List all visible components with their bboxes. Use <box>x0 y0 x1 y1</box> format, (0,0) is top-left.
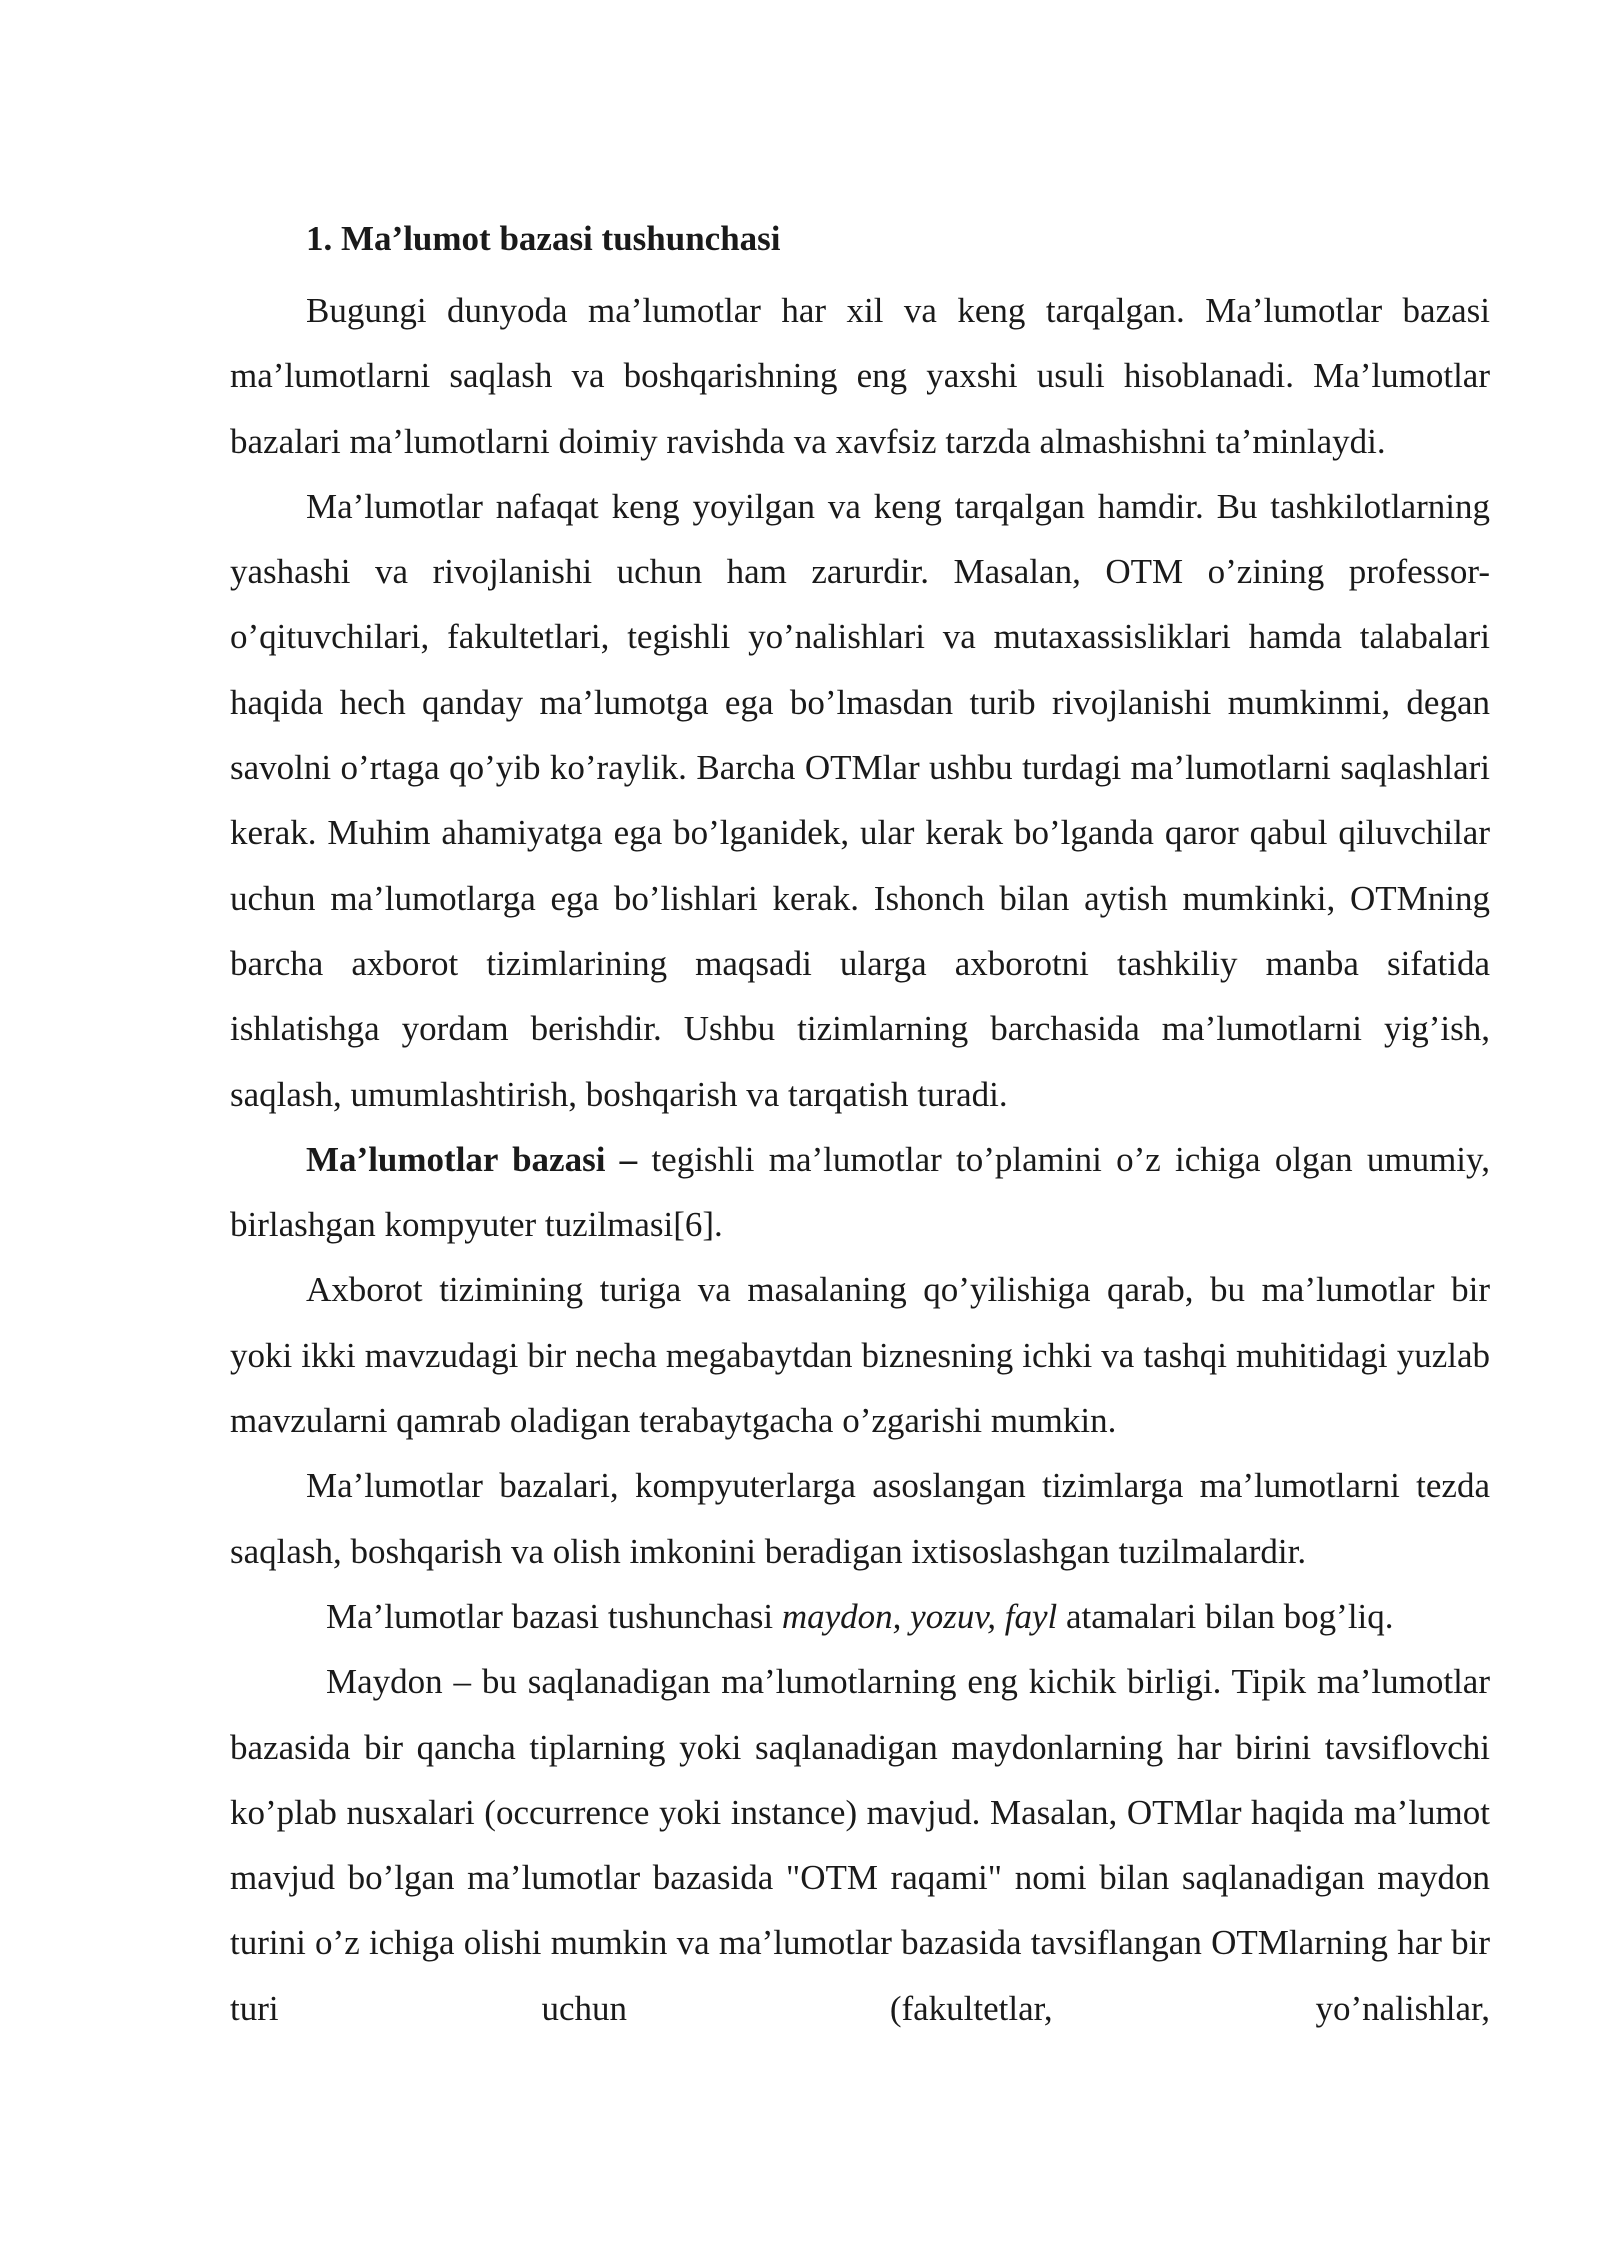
paragraph-6-end: atamalari bilan bog’liq. <box>1057 1596 1394 1636</box>
definition-term: Ma’lumotlar bazasi – <box>306 1139 638 1179</box>
paragraph-5: Ma’lumotlar bazalari, kompyuterlarga asoslangan tizimlarga ma’lumotlarni tezda saqlash, boshqarish va olish imkonini beradigan ixtisoslashgan tuzilmalardir. <box>230 1466 1490 1571</box>
paragraph-6-terms: maydon, yozuv, fayl <box>781 1596 1058 1636</box>
paragraph-7: Maydon – bu saqlanadigan ma’lumotlarning eng kichik birligi. Tipik ma’lumotlar bazasida bir qancha tiplarning yoki saqlanadigan maydonlarning har birini tavsiflovchi ko’plab nusxalari (occurrence yoki instance) mavjud. Masalan, OTMlar haqida ma’lumot mavjud bo’lgan ma’lumotlar bazasida "OTM raqami" nomi bilan saqlanadigan maydon turini o’z ichiga olishi mumkin va ma’lumotlar bazasida tavsiflangan OTMlarning har bir turi uchun (fakultetlar, yo’nalishlar, <box>230 1662 1490 2028</box>
paragraph-6-start: Ma’lumotlar bazasi tushunchasi <box>326 1596 782 1636</box>
paragraph-1: Bugungi dunyoda ma’lumotlar har xil va keng tarqalgan. Ma’lumotlar bazasi ma’lumotlarni saqlash va boshqarishning eng yaxshi usuli hisoblanadi. Ma’lumotlar bazalari ma’lumotlarni doimiy ravishda va xavfsiz tarzda almashishni ta’minlaydi. <box>230 291 1490 461</box>
paragraph-3 <box>230 1127 1490 1258</box>
paragraph-4: Axborot tizimining turiga va masalaning qo’yilishiga qarab, bu ma’lumotlar bir yoki ikki mavzudagi bir necha megabaytdan biznesning ichki va tashqi muhitidagi yuzlab mavzularni qamrab oladigan terabaytgacha o’zgarishi mumkin. <box>230 1270 1490 1441</box>
section-heading: 1. Ma’lumot bazasi tushunchasi <box>306 219 781 258</box>
definition-text: tegishli ma’lumotlar to’plamini o’z ichiga olgan umumiy, birlashgan kompyuter tuzilmasi[6]. <box>230 1139 1490 1245</box>
paragraph-2: Ma’lumotlar nafaqat keng yoyilgan va keng tarqalgan hamdir. Bu tashkilotlarning yashashi va rivojlanishi uchun ham zarurdir. Masalan, OTM o’zining professor-o’qituvchilari, fakultetlari, tegishli yo’nalishlari va mutaxassisliklari hamda talabalari haqida hech qanday ma’lumotga ega bo’lmasdan turib rivojlanishi mumkinmi, degan savolni o’rtaga qo’yib ko’raylik. Barcha OTMlar ushbu turdagi ma’lumotlarni saqlashlari kerak. Muhim ahamiyatga ega bo’lganidek, ular kerak bo’lganda qaror qabul qiluvchilar uchun ma’lumotlarga ega bo’lishlari kerak. Ishonch bilan aytish mumkinki, OTMning barcha axborot tizimlarining maqsadi ularga axborotni tashkiliy manba sifatida ishlatishga yordam berishdir. Ushbu tizimlarning barchasida ma’lumotlarni yig’ish, saqlash, umumlashtirish, boshqarish va tarqatish turadi. <box>230 486 1490 1114</box>
paragraph-6 <box>230 1584 1490 1649</box>
document-body <box>230 214 1490 2041</box>
